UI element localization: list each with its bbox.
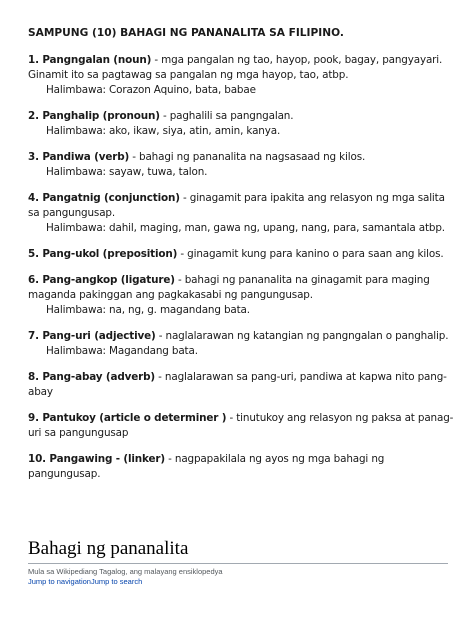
parts-of-speech-list [28,53,458,482]
item-term: 7. Pang-uri (adjective) [28,330,156,342]
item-term: 6. Pang-angkop (ligature) [28,274,175,286]
item-definition [28,53,458,83]
list-item [28,150,458,180]
item-term: 10. Pangawing - (linker) [28,453,165,465]
item-term: 5. Pang-ukol (preposition) [28,248,178,260]
item-example: Halimbawa: dahil, maging, man, gawa ng, upang, nang, para, samantala atbp. [46,222,445,234]
item-definition [28,247,458,262]
list-item [28,329,458,359]
document-heading: SAMPUNG (10) BAHAGI NG PANANALITA SA FILIPINO. [28,27,344,39]
list-item [28,109,458,139]
item-definition [28,191,458,221]
item-example: Halimbawa: sayaw, tuwa, talon. [46,166,208,178]
list-item [28,370,458,400]
item-example: Halimbawa: na, ng, g. magandang bata. [46,304,250,316]
wiki-article-title: Bahagi ng pananalita [28,538,448,564]
item-definition [28,452,458,482]
item-definition [28,150,458,165]
list-item [28,247,458,262]
item-description: - ginagamit kung para kanino o para saan ang kilos. [177,248,444,260]
list-item [28,191,458,236]
item-description: - tinutukoy ang relasyon ng paksa at panag-uri sa pangungusap [28,412,454,439]
list-item [28,53,458,98]
wikipedia-excerpt [28,538,448,587]
item-description: - naglalarawan ng katangian ng pangngalan o panghalip. [155,330,449,342]
item-description: - bahagi ng pananalita na ginagamit para maging maganda pakinggan ang pagkakasabi ng pangungusap. [28,274,430,301]
item-definition [28,411,458,441]
item-definition [28,370,458,400]
jump-to-search-link[interactable]: Jump to search [90,577,143,586]
item-description: - naglalarawan sa pang-uri, pandiwa at kapwa nito pang-abay [28,371,447,398]
item-description: - paghalili sa pangngalan. [159,110,294,122]
wiki-jump-links [28,577,448,587]
wiki-subtitle: Mula sa Wikipediang Tagalog, ang malayang ensiklopedya [28,567,223,576]
item-definition [28,329,458,344]
item-example: Halimbawa: Corazon Aquino, bata, babae [46,84,256,96]
item-term: 1. Pangngalan (noun) [28,54,152,66]
item-example: Halimbawa: ako, ikaw, siya, atin, amin, kanya. [46,125,281,137]
list-item [28,273,458,318]
item-term: 2. Panghalip (pronoun) [28,110,160,122]
item-description: - ginagamit para ipakita ang relasyon ng mga salita sa pangungusap. [28,192,445,219]
list-item [28,452,458,482]
item-term: 9. Pantukoy (article o determiner ) [28,412,227,424]
item-definition [28,273,458,303]
item-description: - mga pangalan ng tao, hayop, pook, bagay, pangyayari. Ginamit ito sa pagtawag sa pangalan ng mga hayop, tao, atbp. [28,54,443,81]
item-description: - nagpapakilala ng ayos ng mga bahagi ng pangungusap. [28,453,385,480]
item-term: 4. Pangatnig (conjunction) [28,192,180,204]
item-example: Halimbawa: Magandang bata. [46,345,198,357]
document-body [28,26,458,493]
jump-to-navigation-link[interactable]: Jump to navigation [28,577,91,586]
item-definition [28,109,458,124]
item-term: 8. Pang-abay (adverb) [28,371,156,383]
item-description: - bahagi ng pananalita na nagsasaad ng kilos. [129,151,366,163]
list-item [28,411,458,441]
item-term: 3. Pandiwa (verb) [28,151,130,163]
